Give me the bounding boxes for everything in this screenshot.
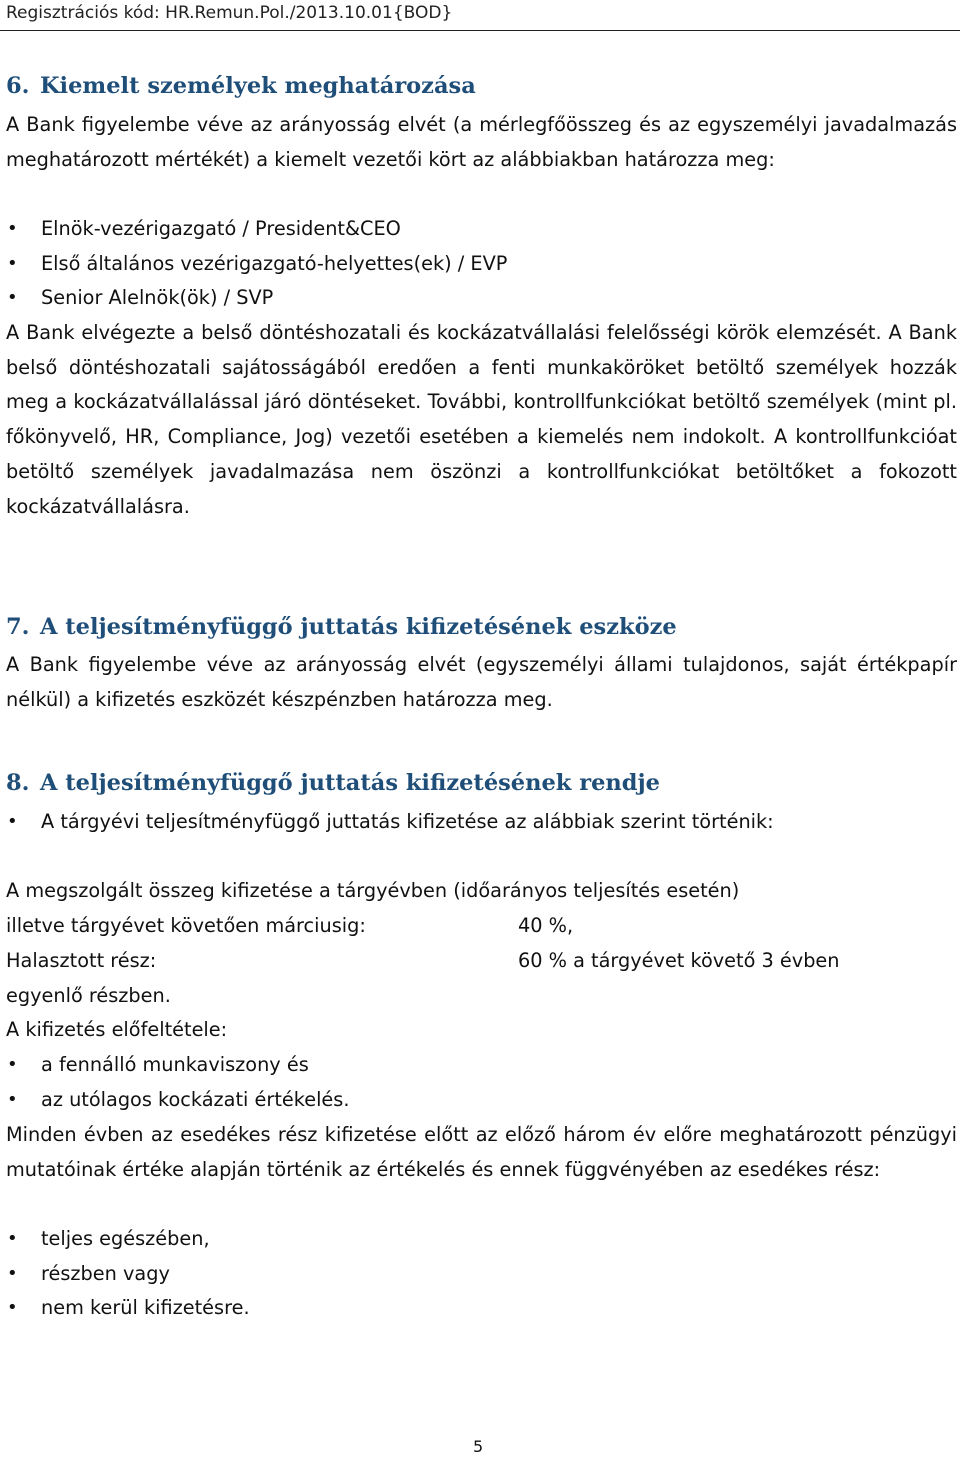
registration-code-header: Regisztrációs kód: HR.Remun.Pol./2013.10.01{BOD} <box>6 3 453 23</box>
deferred-value: 60 % a tárgyévet követő 3 évben <box>518 949 840 972</box>
list-item: • Elnök-vezérigazgató / President&CEO <box>6 212 957 247</box>
precondition-title: A kifizetés előfeltétele: <box>6 1018 228 1041</box>
deferred-continuation: egyenlő részben. <box>6 984 171 1007</box>
paid-line-2-label: illetve tárgyévet követően márciusig: <box>6 914 366 937</box>
section-7-heading <box>6 612 677 642</box>
paid-line-2-value: 40 %, <box>518 914 574 937</box>
deferred-line <box>6 944 840 979</box>
section-6-body: A Bank elvégezte a belső döntéshozatali és kockázatvállalási felelősségi körök elemzését. A Bank belső döntéshozatali sajátosságából eredően a fenti munkaköröket betöltő személyek hozzák meg a kockázatvállalással járó döntéseket. További, kontrollfunkciókat betöltő személyek (mint pl. főkönyvelő, HR, Compliance, Jog) vezetői esetében a kiemelés nem indokolt. A kontrollfunkcióat betöltő személyek javadalmazása nem öszönzi a kontrollfunkciókat betöltőket a fokozott kockázatvállalásra. <box>6 321 957 518</box>
list-item: • nem kerül kifizetésre. <box>6 1291 957 1326</box>
section-6-title: Kiemelt személyek meghatározása <box>40 73 476 99</box>
section-6-intro: A Bank figyelembe véve az arányosság elvét (a mérlegfőösszeg és az egyszemélyi javadalmazás meghatározott mértékét) a kiemelt vezetői kört az alábbiakban határozza meg: <box>6 113 957 171</box>
outcome-list <box>6 1222 957 1326</box>
section-6-heading <box>6 71 476 101</box>
section-7-number: 7. <box>6 614 30 640</box>
list-item: • Senior Alelnök(ök) / SVP <box>6 281 957 316</box>
section-8-number: 8. <box>6 770 30 796</box>
paid-line-1: A megszolgált összeg kifizetése a tárgyévben (időarányos teljesítés esetén) <box>6 879 740 902</box>
list-item: • teljes egészében, <box>6 1222 957 1257</box>
section-8-title: A teljesítményfüggő juttatás kifizetésének rendje <box>40 770 660 796</box>
section-7-title: A teljesítményfüggő juttatás kifizetésének eszköze <box>40 614 677 640</box>
list-item: • részben vagy <box>6 1257 957 1292</box>
evaluation-paragraph: Minden évben az esedékes rész kifizetése előtt az előző három év előre meghatározott pénzügyi mutatóinak értéke alapján történik az értékelés és ennek függvényében az esedékes rész: <box>6 1123 957 1181</box>
list-item: • A tárgyévi teljesítményfüggő juttatás kifizetése az alábbiak szerint történik: <box>6 805 957 840</box>
list-item: • Első általános vezérigazgató-helyettes(ek) / EVP <box>6 247 957 282</box>
payment-intro-list <box>6 805 957 840</box>
role-list <box>6 212 957 316</box>
list-item: • az utólagos kockázati értékelés. <box>6 1083 957 1118</box>
precondition-list <box>6 1048 957 1117</box>
section-7-body: A Bank figyelembe véve az arányosság elvét (egyszemélyi állami tulajdonos, saját értékpapír nélkül) a kifizetés eszközét készpénzben határozza meg. <box>6 653 957 711</box>
section-6-number: 6. <box>6 73 30 99</box>
list-item: • a fennálló munkaviszony és <box>6 1048 957 1083</box>
section-8-heading <box>6 768 660 798</box>
deferred-label: Halasztott rész: <box>6 949 157 972</box>
paid-line-2 <box>6 909 574 944</box>
page-number: 5 <box>473 1437 484 1456</box>
header-divider <box>0 30 960 31</box>
